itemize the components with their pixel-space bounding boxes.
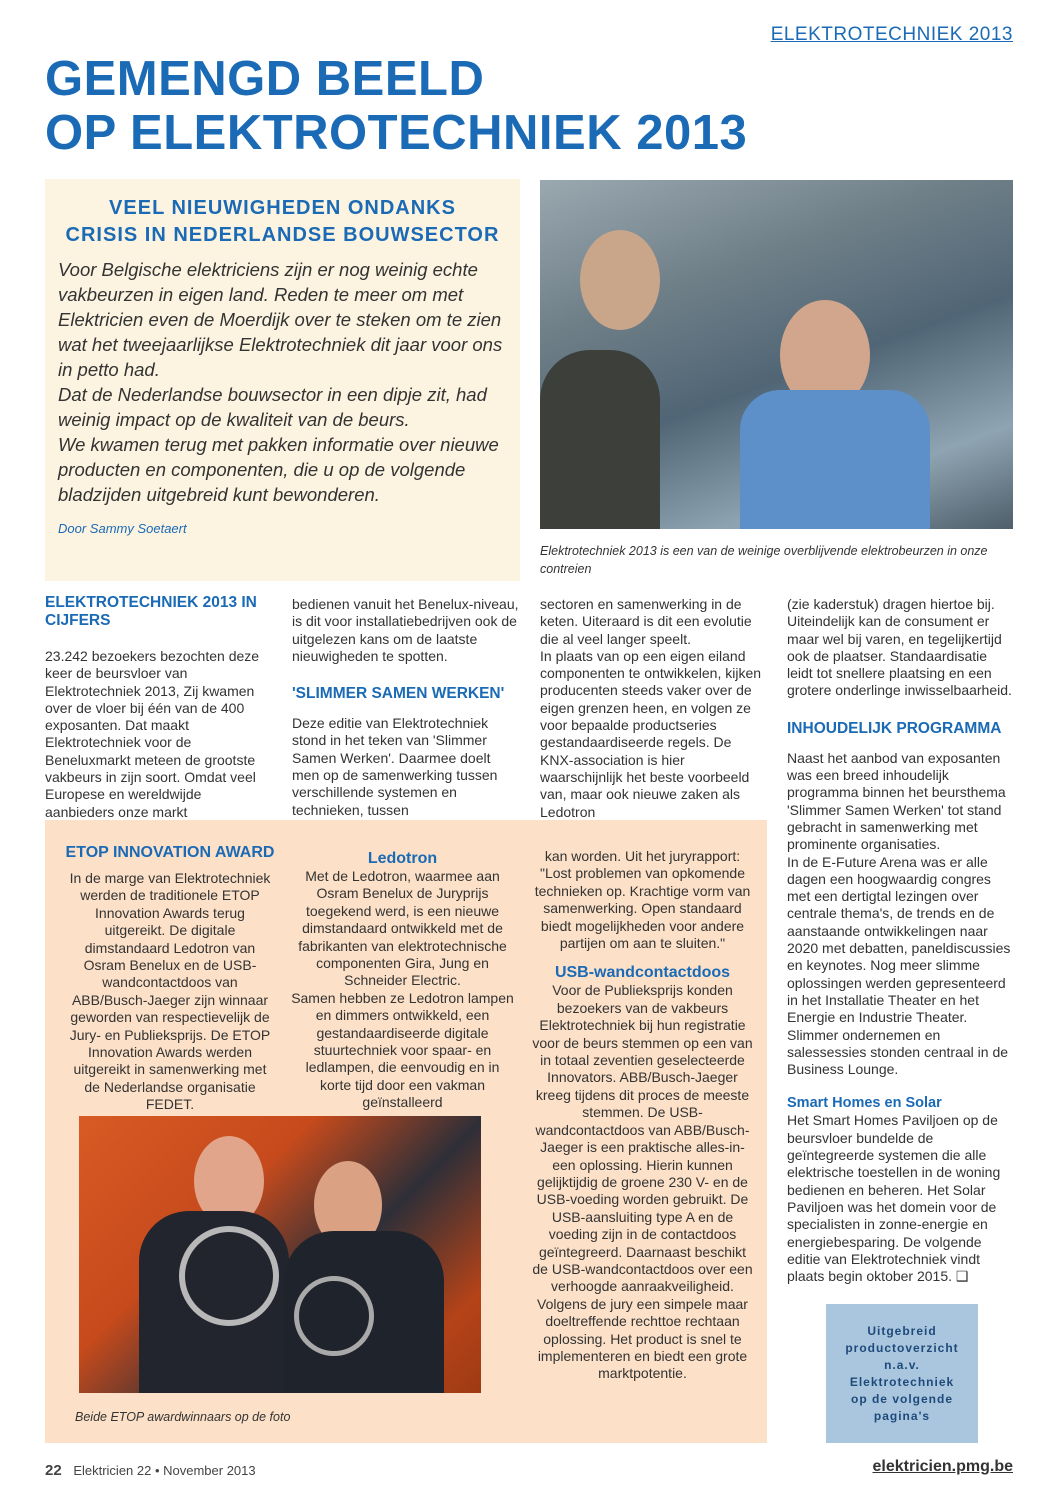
column-text: bedienen vanuit het Benelux-niveau, is dit voor installatiebedrijven ook de uitgelezen kans om de laatste nieuwigheden te spotten. [292, 596, 519, 664]
photo-figure-jacket [540, 350, 660, 529]
intro-paragraph: Voor Belgische elektriciens zijn er nog weinig echte vakbeurzen in eigen land. Reden te meer om met Elektricien even de Moerdijk over te steken om te zien wat het tweejaarlijkse Elektrotechniek dit jaar voor ons in petto had. [58, 259, 503, 380]
box-text: Samen hebben ze Ledotron lampen en dimmers ontwikkeld, een gestandaardiseerde digitale stuurtechniek voor spaar- en ledlampen, die eenvoudig en in korte tijd door een vakman geïnstalleerd [291, 989, 514, 1111]
column-heading: ELEKTROTECHNIEK 2013 IN CIJFERS [45, 594, 257, 629]
article-column-1 [45, 594, 273, 821]
column-text: 23.242 bezoekers bezochten deze keer de beursvloer van Elektrotechniek 2013, Zij kwamen over de vloer bij één van de 400 exposanten. Dat maakt Elektrotechniek voor de Beneluxmarkt meteen de grootste vakbeurs in zijn soort. Omdat veel Europese en wereldwijde aanbieders onze markt [45, 648, 260, 820]
intro-paragraph: Dat de Nederlandse bouwsector in een dipje zit, had weinig impact op de kwaliteit van de beurs. [58, 384, 487, 430]
headline [45, 52, 747, 160]
award-winners-photo [79, 1116, 481, 1393]
column-text: In plaats van op een eigen eiland componenten te ontwikkelen, kijken producenten steeds vaker over de eigen grenzen heen, en volgen ze voor bepaalde productseries gestandaardiseerde regels. De KNX-association is hier waarschijnlijk het beste voorbeeld van, maar ook nieuwe zaken als Ledotron [540, 647, 762, 820]
promo-line: op de volgende [850, 1391, 953, 1406]
column-text: sectoren en samenwerking in de keten. Uiteraard is dit een evolutie die al veel langer speelt. [540, 596, 752, 647]
column-heading: INHOUDELIJK PROGRAMMA [787, 719, 1002, 737]
box-heading: Ledotron [367, 850, 438, 867]
column-subheading: Smart Homes en Solar [787, 1095, 942, 1112]
promo-line: pagina's [873, 1408, 931, 1423]
column-text: (zie kaderstuk) dragen hiertoe bij. Uiteindelijk kan de consument er maar wel bij varen, en tegelijkertijd ook de plaatser. Standaardisatie leidt tot snellere plaatsing en een grotere onderlinge inwisselbaarheid. [787, 596, 1012, 699]
award-box-column-2 [290, 850, 515, 1112]
section-tag: ELEKTROTECHNIEK 2013 [770, 24, 1013, 45]
promo-line: Elektrotechniek [849, 1374, 955, 1389]
intro-body [58, 257, 513, 507]
trade-fair-photo [540, 180, 1013, 529]
award-trophy [179, 1226, 279, 1326]
box-text: In de marge van Elektrotechniek werden de traditionele ETOP Innovation Awards terug uitgereikt. De digitale dimstandaard Ledotron van Osram Benelux en de USB-wandcontactdoos van ABB/Busch-Jaeger zijn winnaar geworden van respectievelijk de Jury- en Publieksprijs. De ETOP Innovation Awards werden uitgereikt in samenwerking met de Nederlandse organisatie FEDET. [69, 870, 271, 1113]
footer [45, 1462, 256, 1479]
box-text: Met de Ledotron, waarmee aan Osram Benelux de Juryprijs toegekend werd, is een nieuwe dimstandaard ontwikkeld met de fabrikanten van elektrotechnische componenten Gira, Jung en Schneider Electric. [298, 868, 507, 989]
intro-subtitle-line-1: VEEL NIEUWIGHEDEN ONDANKS [109, 197, 456, 219]
photo-caption: Beide ETOP awardwinnaars op de foto [75, 1410, 291, 1424]
box-text: Voor de Publieksprijs konden bezoekers van de vakbeurs Elektrotechniek bij hun registratie voor de beurs stemmen op een van in totaal zeventien geselecteerde Innovators. ABB/Busch-Jaeger kreeg tijdens dit proces de meeste stemmen. De USB-wandcontactdoos van ABB/Busch-Jaeger is een praktische alles-in-een oplossing. Hierin kunnen gelijktijdig de groene 230 V- en de USB-voeding worden gebruikt. De USB-aansluiting type A en de voeding zijn in de contactdoos geïntegreerd. Daarnaast beschikt de USB-wandcontactdoos over een verhoogde aanraakveiligheid. Volgens de jury een simpele maar doeltreffende rechttoe rechtaan oplossing. Het product is snel te implementeren en biedt een grote marktpotentie. [532, 982, 753, 1382]
column-heading: 'SLIMMER SAMEN WERKEN' [292, 685, 505, 703]
award-box-column-3 [530, 848, 755, 1383]
article-column-4 [787, 596, 1015, 1285]
intro-subtitle-line-2: CRISIS IN NEDERLANDSE BOUWSECTOR [65, 224, 500, 246]
photo-caption: Elektrotechniek 2013 is een van de weinige overblijvende elektrobeurzen in onze contreien [540, 544, 988, 576]
photo-figure-shirt [740, 390, 930, 529]
box-text: kan worden. Uit het juryrapport: "Lost problemen van opkomende technieken op. Krachtige vorm van samenwerking. Open standaard biedt mogelijkheden voor andere partijen om aan te sluiten." [534, 848, 751, 952]
page-number: 22 [45, 1462, 62, 1479]
box-heading: ETOP INNOVATION AWARD [65, 844, 275, 861]
column-text: Deze editie van Elektrotechniek stond in het teken van 'Slimmer Samen Werken'. Daarmee doelt men op de samenwerking tussen verschillende systemen en technieken, tussen [292, 715, 498, 818]
photo-figure [580, 230, 660, 330]
article-column-2 [292, 596, 520, 819]
column-text: In de E-Future Arena was er alle dagen een hoogwaardig congres met een dertigtal lezingen over centrale thema's, de trends en de aanstaande ontwikkelingen naar 2020 met debatten, paneldiscussies en keynotes. Nog meer slimme oplossingen werden gepresenteerd in het Installatie Theater en het Energie en Industrie Theater. Slimmer ondernemen en salessessies stonden centraal in de Business Lounge. [787, 853, 1011, 1078]
intro-paragraph: We kwamen terug met pakken informatie over nieuwe producten en componenten, die u op de volgende bladzijden uitgebreid kunt bewonderen. [58, 434, 499, 505]
award-trophy [294, 1276, 374, 1356]
column-text: Het Smart Homes Paviljoen op de beursvloer bundelde de geïntegreerde systemen die alle elektrische toestellen in de woning bedienen en beheren. Het Solar Paviljoen was het domein voor de specialisten in zonne-energie en energiebesparing. De volgende editie van Elektrotechniek vindt plaats begin oktober 2015. ❑ [787, 1112, 1001, 1285]
promo-box [826, 1304, 978, 1443]
article-column-3 [540, 596, 768, 821]
column-text: Naast het aanbod van exposanten was een breed inhoudelijk programma binnen het beursthema 'Slimmer Samen Werken' tot stand gebracht in samenwerking met prominente organisaties. [787, 749, 1006, 853]
intro-subtitle [45, 195, 520, 249]
intro-box [45, 179, 520, 581]
issue-info: Elektricien 22 • November 2013 [73, 1463, 256, 1478]
award-box-column-1 [65, 844, 275, 1114]
website-link[interactable]: elektricien.pmg.be [872, 1458, 1013, 1475]
box-heading: USB-wandcontactdoos [554, 964, 731, 982]
promo-line: productoverzicht [845, 1340, 959, 1355]
headline-line-2: OP ELEKTROTECHNIEK 2013 [45, 106, 748, 160]
byline: Door Sammy Soetaert [58, 521, 187, 536]
headline-line-1: GEMENGD BEELD [45, 52, 485, 106]
promo-line: Uitgebreid [867, 1323, 937, 1338]
promo-line: n.a.v. [884, 1357, 920, 1372]
